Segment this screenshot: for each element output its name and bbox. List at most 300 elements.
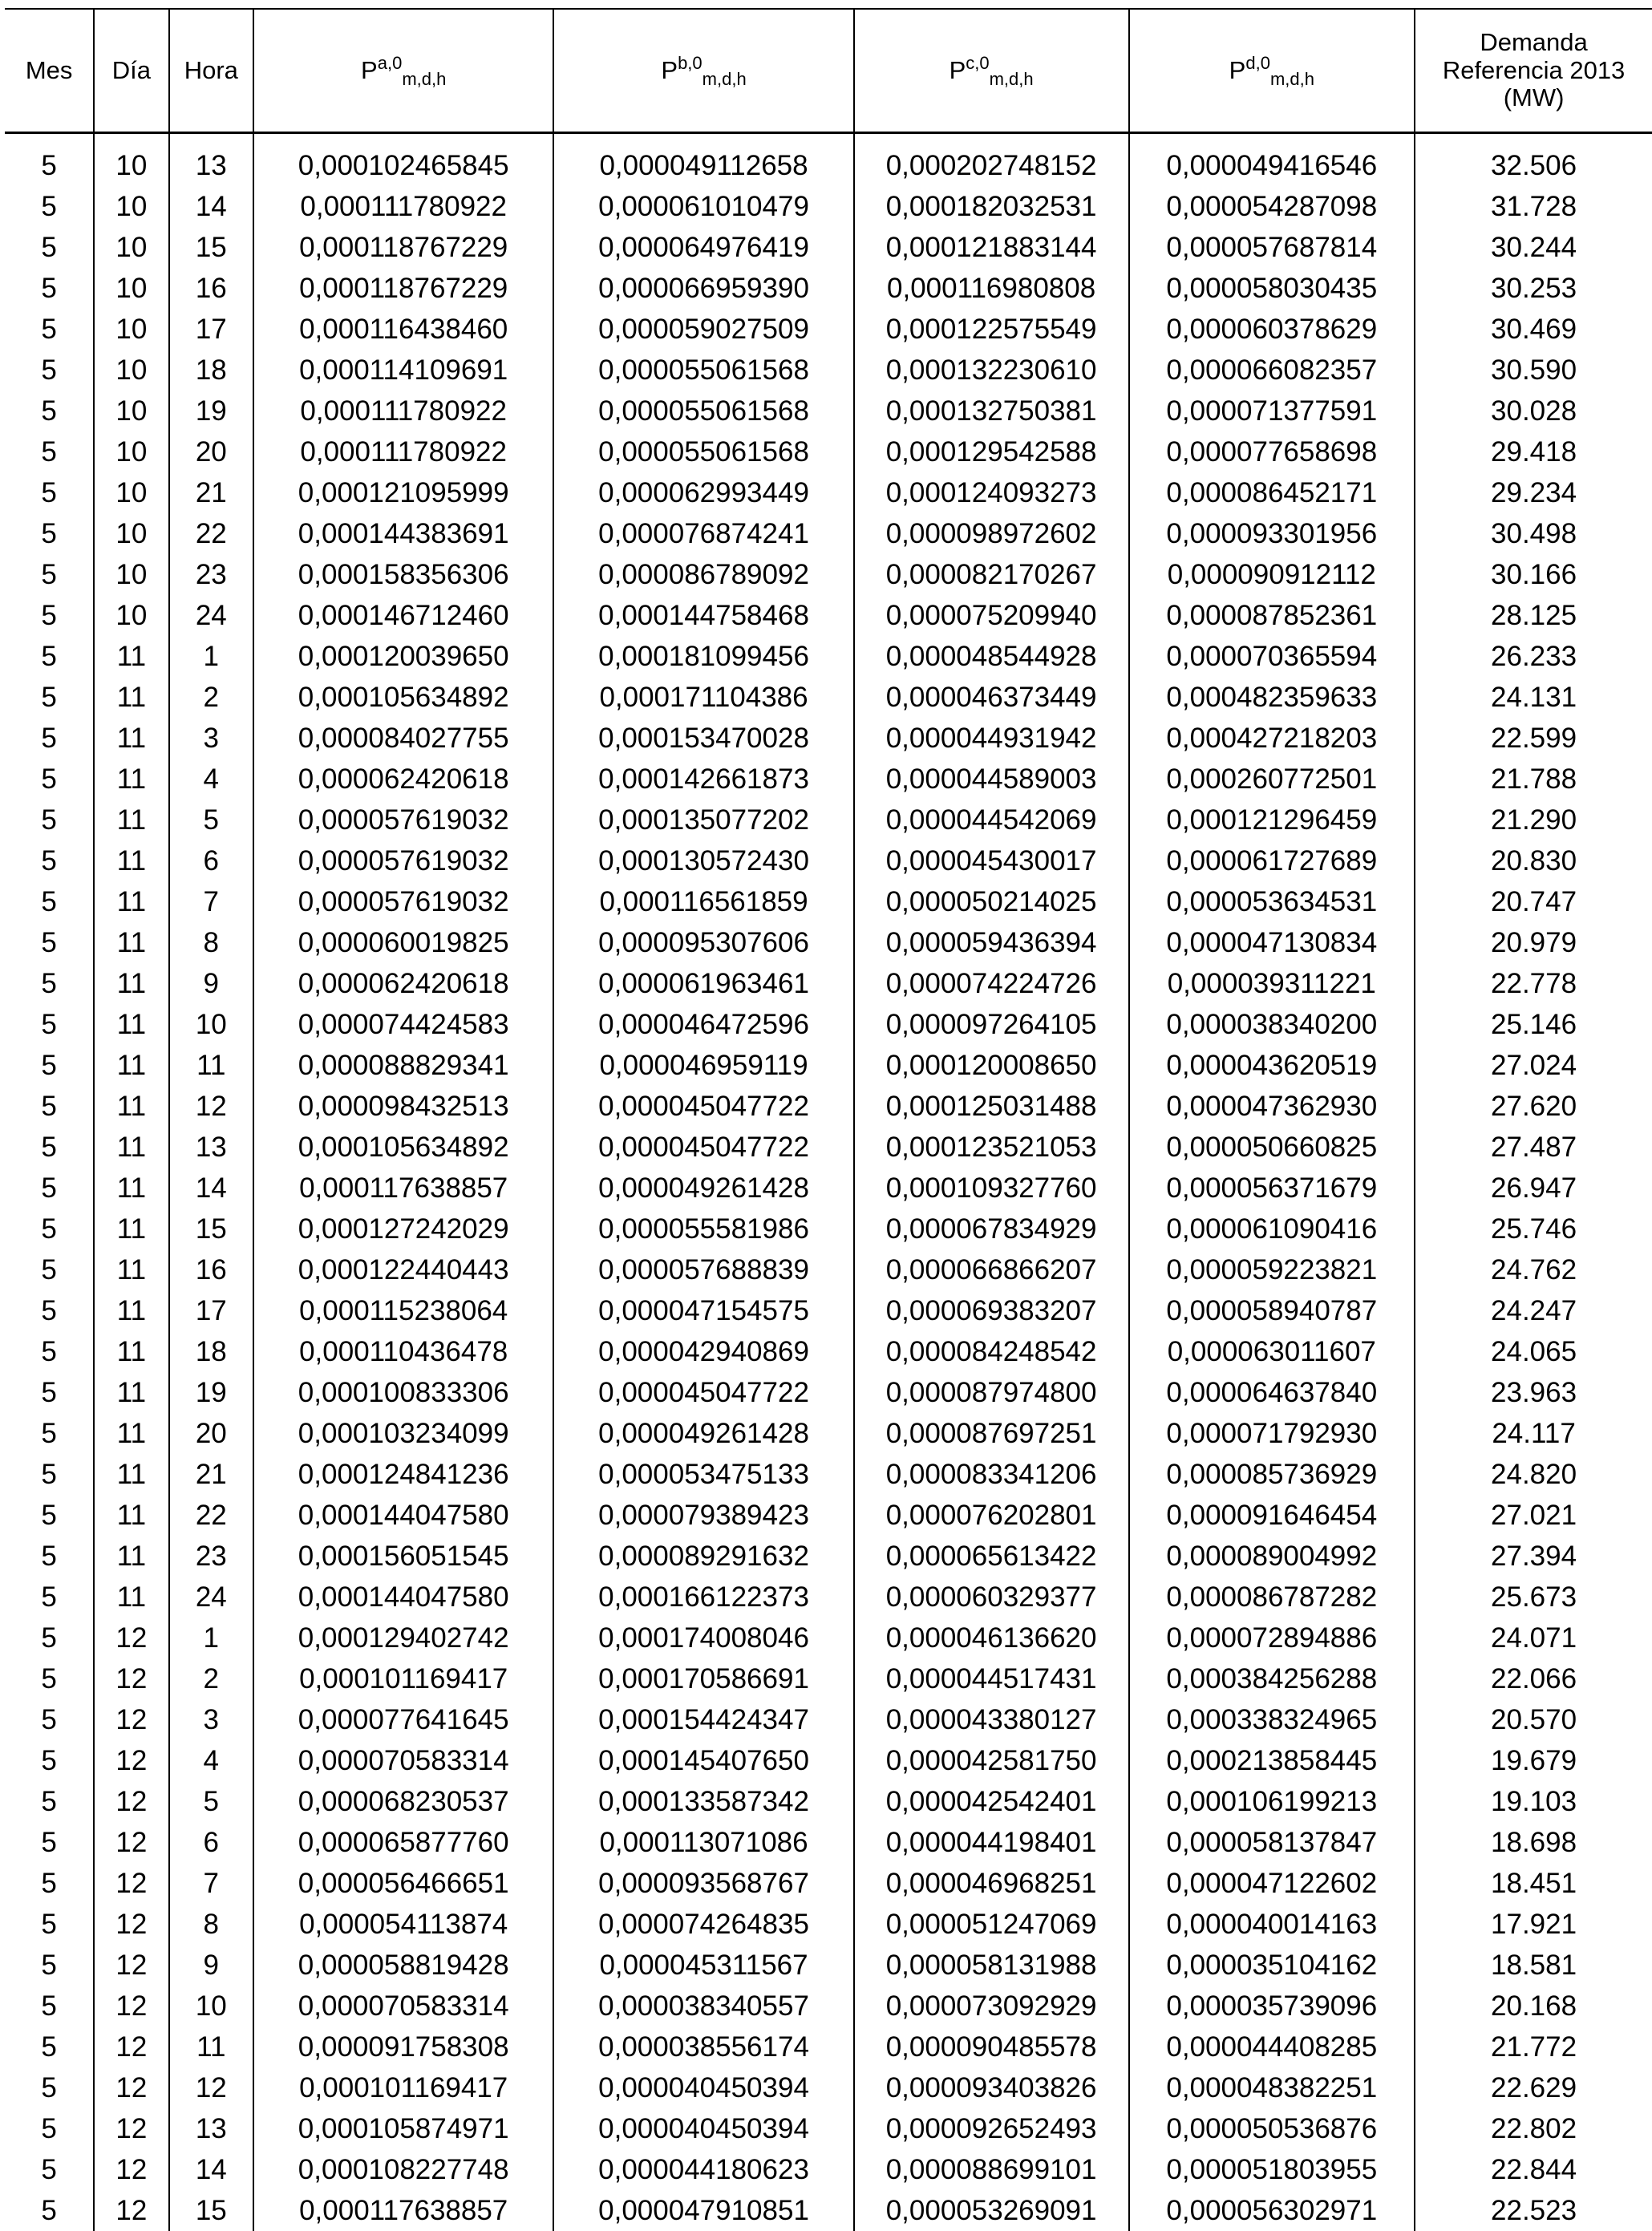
- cell-dia: 11: [94, 1331, 168, 1372]
- cell-hora: 22: [169, 1495, 253, 1536]
- table-row: [5, 636, 1652, 677]
- table-row: [5, 1004, 1652, 1045]
- cell-mes: 5: [5, 1699, 94, 1740]
- cell-pc: 0,000098972602: [854, 513, 1129, 554]
- cell-pd: 0,000048382251: [1129, 2067, 1415, 2108]
- cell-demanda: 28.125: [1415, 595, 1652, 636]
- table-row: [5, 431, 1652, 472]
- cell-pd: 0,000090912112: [1129, 554, 1415, 595]
- cell-pd: 0,000086452171: [1129, 472, 1415, 513]
- cell-mes: 5: [5, 1168, 94, 1209]
- cell-pc: 0,000044542069: [854, 800, 1129, 840]
- cell-mes: 5: [5, 1495, 94, 1536]
- cell-dia: 12: [94, 1904, 168, 1945]
- cell-hora: 15: [169, 1209, 253, 1249]
- cell-pd: 0,000053634531: [1129, 881, 1415, 922]
- cell-dia: 10: [94, 268, 168, 309]
- cell-pd: 0,000384256288: [1129, 1658, 1415, 1699]
- cell-pa: 0,000100833306: [253, 1372, 553, 1413]
- cell-mes: 5: [5, 1822, 94, 1863]
- hourly-demand-table: [5, 8, 1652, 2231]
- cell-dia: 11: [94, 1290, 168, 1331]
- table-row: [5, 1372, 1652, 1413]
- cell-pb: 0,000055061568: [553, 431, 853, 472]
- cell-hora: 19: [169, 391, 253, 431]
- table-row: [5, 2067, 1652, 2108]
- cell-mes: 5: [5, 1904, 94, 1945]
- cell-pb: 0,000055061568: [553, 391, 853, 431]
- cell-pa: 0,000121095999: [253, 472, 553, 513]
- cell-demanda: 18.581: [1415, 1945, 1652, 1986]
- cell-pd: 0,000260772501: [1129, 759, 1415, 800]
- cell-pd: 0,000044408285: [1129, 2027, 1415, 2067]
- header-mes-label: Mes: [26, 56, 73, 84]
- cell-demanda: 32.506: [1415, 133, 1652, 187]
- cell-pd: 0,000071377591: [1129, 391, 1415, 431]
- cell-pa: 0,000124841236: [253, 1454, 553, 1495]
- cell-pb: 0,000061963461: [553, 963, 853, 1004]
- cell-pd: 0,000035104162: [1129, 1945, 1415, 1986]
- cell-demanda: 20.747: [1415, 881, 1652, 922]
- cell-hora: 20: [169, 431, 253, 472]
- cell-dia: 10: [94, 431, 168, 472]
- cell-pb: 0,000171104386: [553, 677, 853, 718]
- table-row: [5, 1699, 1652, 1740]
- cell-demanda: 24.762: [1415, 1249, 1652, 1290]
- table-row: [5, 1454, 1652, 1495]
- cell-mes: 5: [5, 1863, 94, 1904]
- cell-dia: 10: [94, 186, 168, 227]
- cell-demanda: 25.146: [1415, 1004, 1652, 1045]
- cell-pb: 0,000049112658: [553, 133, 853, 187]
- cell-hora: 3: [169, 718, 253, 759]
- cell-dia: 11: [94, 1495, 168, 1536]
- cell-pd: 0,000063011607: [1129, 1331, 1415, 1372]
- cell-dia: 11: [94, 718, 168, 759]
- cell-mes: 5: [5, 881, 94, 922]
- cell-pa: 0,000116438460: [253, 309, 553, 350]
- cell-pc: 0,000083341206: [854, 1454, 1129, 1495]
- cell-pb: 0,000055581986: [553, 1209, 853, 1249]
- header-pd-base: P: [1229, 56, 1246, 84]
- cell-dia: 12: [94, 1658, 168, 1699]
- table-row: [5, 1740, 1652, 1781]
- cell-pa: 0,000114109691: [253, 350, 553, 391]
- cell-dia: 11: [94, 881, 168, 922]
- cell-pd: 0,000047362930: [1129, 1086, 1415, 1127]
- cell-pc: 0,000090485578: [854, 2027, 1129, 2067]
- cell-dia: 12: [94, 1945, 168, 1986]
- cell-pd: 0,000066082357: [1129, 350, 1415, 391]
- cell-demanda: 27.024: [1415, 1045, 1652, 1086]
- cell-pb: 0,000045311567: [553, 1945, 853, 1986]
- header-pc-sub: m,d,h: [990, 69, 1034, 89]
- cell-pa: 0,000120039650: [253, 636, 553, 677]
- cell-demanda: 19.103: [1415, 1781, 1652, 1822]
- cell-pd: 0,000061727689: [1129, 840, 1415, 881]
- cell-pa: 0,000110436478: [253, 1331, 553, 1372]
- cell-dia: 11: [94, 1127, 168, 1168]
- cell-pb: 0,000076874241: [553, 513, 853, 554]
- cell-hora: 5: [169, 1781, 253, 1822]
- cell-pd: 0,000077658698: [1129, 431, 1415, 472]
- table-row: [5, 1249, 1652, 1290]
- cell-pc: 0,000092652493: [854, 2108, 1129, 2149]
- cell-pa: 0,000056466651: [253, 1863, 553, 1904]
- cell-dia: 11: [94, 1372, 168, 1413]
- cell-pa: 0,000068230537: [253, 1781, 553, 1822]
- cell-pb: 0,000047910851: [553, 2190, 853, 2231]
- cell-demanda: 29.418: [1415, 431, 1652, 472]
- table-row: [5, 1781, 1652, 1822]
- cell-pa: 0,000117638857: [253, 1168, 553, 1209]
- cell-mes: 5: [5, 1004, 94, 1045]
- cell-hora: 24: [169, 595, 253, 636]
- header-demanda-line-3: (MW): [1504, 83, 1565, 111]
- cell-dia: 10: [94, 133, 168, 187]
- table-row: [5, 1618, 1652, 1658]
- cell-pc: 0,000097264105: [854, 1004, 1129, 1045]
- cell-hora: 7: [169, 881, 253, 922]
- cell-mes: 5: [5, 2067, 94, 2108]
- cell-pb: 0,000038556174: [553, 2027, 853, 2067]
- header-pc-base: P: [949, 56, 966, 84]
- table-row: [5, 133, 1652, 187]
- cell-pa: 0,000156051545: [253, 1536, 553, 1577]
- cell-pd: 0,000043620519: [1129, 1045, 1415, 1086]
- cell-pa: 0,000105634892: [253, 1127, 553, 1168]
- table-row: [5, 2190, 1652, 2231]
- cell-hora: 2: [169, 1658, 253, 1699]
- cell-dia: 11: [94, 1454, 168, 1495]
- cell-pc: 0,000045430017: [854, 840, 1129, 881]
- cell-pb: 0,000089291632: [553, 1536, 853, 1577]
- cell-mes: 5: [5, 636, 94, 677]
- cell-pc: 0,000043380127: [854, 1699, 1129, 1740]
- cell-pd: 0,000093301956: [1129, 513, 1415, 554]
- cell-pa: 0,000111780922: [253, 431, 553, 472]
- table-row: [5, 1904, 1652, 1945]
- cell-demanda: 19.679: [1415, 1740, 1652, 1781]
- cell-dia: 10: [94, 513, 168, 554]
- cell-mes: 5: [5, 1618, 94, 1658]
- cell-hora: 4: [169, 759, 253, 800]
- cell-pb: 0,000154424347: [553, 1699, 853, 1740]
- cell-demanda: 29.234: [1415, 472, 1652, 513]
- cell-pa: 0,000103234099: [253, 1413, 553, 1454]
- cell-pc: 0,000067834929: [854, 1209, 1129, 1249]
- cell-dia: 10: [94, 350, 168, 391]
- cell-demanda: 24.131: [1415, 677, 1652, 718]
- table-row: [5, 1822, 1652, 1863]
- cell-pb: 0,000049261428: [553, 1168, 853, 1209]
- cell-pa: 0,000057619032: [253, 840, 553, 881]
- cell-pd: 0,000058137847: [1129, 1822, 1415, 1863]
- cell-pd: 0,000035739096: [1129, 1986, 1415, 2027]
- cell-pd: 0,000057687814: [1129, 227, 1415, 268]
- cell-pb: 0,000142661873: [553, 759, 853, 800]
- header-pa-base: P: [361, 56, 378, 84]
- cell-pc: 0,000050214025: [854, 881, 1129, 922]
- cell-demanda: 22.629: [1415, 2067, 1652, 2108]
- cell-pc: 0,000044517431: [854, 1658, 1129, 1699]
- cell-hora: 9: [169, 963, 253, 1004]
- cell-hora: 18: [169, 350, 253, 391]
- header-pb-sup: b,0: [678, 53, 703, 73]
- cell-mes: 5: [5, 1372, 94, 1413]
- cell-pb: 0,000074264835: [553, 1904, 853, 1945]
- cell-pc: 0,000129542588: [854, 431, 1129, 472]
- cell-pd: 0,000047122602: [1129, 1863, 1415, 1904]
- cell-pa: 0,000129402742: [253, 1618, 553, 1658]
- cell-pc: 0,000044198401: [854, 1822, 1129, 1863]
- cell-pb: 0,000170586691: [553, 1658, 853, 1699]
- cell-demanda: 18.451: [1415, 1863, 1652, 1904]
- cell-hora: 13: [169, 133, 253, 187]
- header-pd-sup: d,0: [1245, 53, 1270, 73]
- cell-pd: 0,000047130834: [1129, 922, 1415, 963]
- table-row: [5, 718, 1652, 759]
- cell-pd: 0,000086787282: [1129, 1577, 1415, 1618]
- cell-dia: 12: [94, 2108, 168, 2149]
- cell-demanda: 30.253: [1415, 268, 1652, 309]
- cell-mes: 5: [5, 1740, 94, 1781]
- cell-pc: 0,000044589003: [854, 759, 1129, 800]
- table-row: [5, 800, 1652, 840]
- cell-pb: 0,000086789092: [553, 554, 853, 595]
- table-row: [5, 1536, 1652, 1577]
- cell-dia: 10: [94, 227, 168, 268]
- cell-dia: 11: [94, 1086, 168, 1127]
- table-row: [5, 1863, 1652, 1904]
- cell-demanda: 30.244: [1415, 227, 1652, 268]
- cell-pc: 0,000066866207: [854, 1249, 1129, 1290]
- header-dia-label: Día: [112, 56, 151, 84]
- cell-pc: 0,000093403826: [854, 2067, 1129, 2108]
- cell-dia: 11: [94, 677, 168, 718]
- cell-pa: 0,000057619032: [253, 800, 553, 840]
- cell-hora: 14: [169, 186, 253, 227]
- cell-mes: 5: [5, 1945, 94, 1986]
- cell-pd: 0,000050536876: [1129, 2108, 1415, 2149]
- cell-dia: 12: [94, 2027, 168, 2067]
- cell-demanda: 20.570: [1415, 1699, 1652, 1740]
- cell-pd: 0,000051803955: [1129, 2149, 1415, 2190]
- cell-demanda: 22.778: [1415, 963, 1652, 1004]
- cell-demanda: 20.979: [1415, 922, 1652, 963]
- cell-hora: 14: [169, 2149, 253, 2190]
- cell-pd: 0,000040014163: [1129, 1904, 1415, 1945]
- cell-pa: 0,000101169417: [253, 2067, 553, 2108]
- cell-hora: 16: [169, 1249, 253, 1290]
- table-row: [5, 2108, 1652, 2149]
- cell-demanda: 23.963: [1415, 1372, 1652, 1413]
- cell-dia: 11: [94, 1413, 168, 1454]
- table-row: [5, 1331, 1652, 1372]
- cell-pc: 0,000044931942: [854, 718, 1129, 759]
- cell-pc: 0,000042581750: [854, 1740, 1129, 1781]
- table-row: [5, 513, 1652, 554]
- table-row: [5, 1168, 1652, 1209]
- cell-hora: 5: [169, 800, 253, 840]
- cell-hora: 23: [169, 1536, 253, 1577]
- cell-pc: 0,000069383207: [854, 1290, 1129, 1331]
- cell-pb: 0,000044180623: [553, 2149, 853, 2190]
- cell-pb: 0,000066959390: [553, 268, 853, 309]
- cell-demanda: 24.247: [1415, 1290, 1652, 1331]
- cell-mes: 5: [5, 1577, 94, 1618]
- cell-pd: 0,000087852361: [1129, 595, 1415, 636]
- cell-dia: 12: [94, 1781, 168, 1822]
- header-demanda: [1415, 9, 1652, 133]
- cell-pd: 0,000106199213: [1129, 1781, 1415, 1822]
- cell-pc: 0,000123521053: [854, 1127, 1129, 1168]
- table-row: [5, 1413, 1652, 1454]
- cell-dia: 11: [94, 963, 168, 1004]
- cell-demanda: 26.947: [1415, 1168, 1652, 1209]
- cell-mes: 5: [5, 1781, 94, 1822]
- cell-pd: 0,000049416546: [1129, 133, 1415, 187]
- cell-pa: 0,000065877760: [253, 1822, 553, 1863]
- cell-pa: 0,000098432513: [253, 1086, 553, 1127]
- table-row: [5, 350, 1652, 391]
- table-row: [5, 1495, 1652, 1536]
- cell-pb: 0,000145407650: [553, 1740, 853, 1781]
- cell-pb: 0,000049261428: [553, 1413, 853, 1454]
- cell-pa: 0,000118767229: [253, 268, 553, 309]
- table-row: [5, 554, 1652, 595]
- cell-pb: 0,000093568767: [553, 1863, 853, 1904]
- cell-hora: 11: [169, 2027, 253, 2067]
- cell-pd: 0,000050660825: [1129, 1127, 1415, 1168]
- cell-pa: 0,000146712460: [253, 595, 553, 636]
- header-pc: [854, 9, 1129, 133]
- cell-pc: 0,000124093273: [854, 472, 1129, 513]
- cell-hora: 10: [169, 1986, 253, 2027]
- cell-pd: 0,000054287098: [1129, 186, 1415, 227]
- cell-pb: 0,000095307606: [553, 922, 853, 963]
- cell-pb: 0,000144758468: [553, 595, 853, 636]
- table-row: [5, 922, 1652, 963]
- cell-pa: 0,000070583314: [253, 1986, 553, 2027]
- cell-demanda: 30.028: [1415, 391, 1652, 431]
- table-row: [5, 1658, 1652, 1699]
- cell-pa: 0,000144047580: [253, 1577, 553, 1618]
- cell-dia: 11: [94, 1209, 168, 1249]
- cell-pd: 0,000071792930: [1129, 1413, 1415, 1454]
- cell-pd: 0,000058940787: [1129, 1290, 1415, 1331]
- cell-hora: 1: [169, 1618, 253, 1658]
- cell-pd: 0,000039311221: [1129, 963, 1415, 1004]
- table-row: [5, 227, 1652, 268]
- cell-hora: 20: [169, 1413, 253, 1454]
- cell-dia: 10: [94, 391, 168, 431]
- table-body: [5, 133, 1652, 2231]
- cell-pa: 0,000062420618: [253, 759, 553, 800]
- cell-pa: 0,000077641645: [253, 1699, 553, 1740]
- cell-pa: 0,000111780922: [253, 186, 553, 227]
- header-pa-sub: m,d,h: [402, 69, 446, 89]
- cell-pd: 0,000058030435: [1129, 268, 1415, 309]
- table-row: [5, 1945, 1652, 1986]
- cell-hora: 6: [169, 840, 253, 881]
- cell-pa: 0,000105634892: [253, 677, 553, 718]
- cell-pb: 0,000045047722: [553, 1086, 853, 1127]
- cell-pd: 0,000427218203: [1129, 718, 1415, 759]
- cell-mes: 5: [5, 595, 94, 636]
- cell-pa: 0,000101169417: [253, 1658, 553, 1699]
- cell-mes: 5: [5, 1127, 94, 1168]
- cell-pa: 0,000084027755: [253, 718, 553, 759]
- cell-dia: 12: [94, 1618, 168, 1658]
- cell-mes: 5: [5, 268, 94, 309]
- cell-hora: 21: [169, 1454, 253, 1495]
- cell-pd: 0,000059223821: [1129, 1249, 1415, 1290]
- cell-demanda: 27.620: [1415, 1086, 1652, 1127]
- table-row: [5, 309, 1652, 350]
- cell-pb: 0,000181099456: [553, 636, 853, 677]
- cell-pa: 0,000057619032: [253, 881, 553, 922]
- cell-pa: 0,000088829341: [253, 1045, 553, 1086]
- cell-pa: 0,000127242029: [253, 1209, 553, 1249]
- table-row: [5, 1209, 1652, 1249]
- cell-pb: 0,000062993449: [553, 472, 853, 513]
- cell-pc: 0,000053269091: [854, 2190, 1129, 2231]
- cell-dia: 12: [94, 2067, 168, 2108]
- cell-hora: 8: [169, 1904, 253, 1945]
- cell-pc: 0,000087697251: [854, 1413, 1129, 1454]
- cell-pc: 0,000087974800: [854, 1372, 1129, 1413]
- table-row: [5, 759, 1652, 800]
- cell-mes: 5: [5, 840, 94, 881]
- header-dia: [94, 9, 168, 133]
- cell-dia: 10: [94, 472, 168, 513]
- cell-pb: 0,000135077202: [553, 800, 853, 840]
- cell-hora: 19: [169, 1372, 253, 1413]
- cell-pc: 0,000109327760: [854, 1168, 1129, 1209]
- cell-dia: 11: [94, 1004, 168, 1045]
- cell-pd: 0,000085736929: [1129, 1454, 1415, 1495]
- cell-pd: 0,000061090416: [1129, 1209, 1415, 1249]
- table-row: [5, 1045, 1652, 1086]
- header-pb: [553, 9, 853, 133]
- cell-pc: 0,000132750381: [854, 391, 1129, 431]
- cell-pa: 0,000060019825: [253, 922, 553, 963]
- cell-pc: 0,000058131988: [854, 1945, 1129, 1986]
- table-row: [5, 186, 1652, 227]
- cell-demanda: 22.599: [1415, 718, 1652, 759]
- cell-demanda: 27.021: [1415, 1495, 1652, 1536]
- cell-mes: 5: [5, 677, 94, 718]
- table-row: [5, 1986, 1652, 2027]
- cell-mes: 5: [5, 2149, 94, 2190]
- cell-hora: 14: [169, 1168, 253, 1209]
- cell-pa: 0,000122440443: [253, 1249, 553, 1290]
- cell-pa: 0,000108227748: [253, 2149, 553, 2190]
- cell-demanda: 18.698: [1415, 1822, 1652, 1863]
- header-pa: [253, 9, 553, 133]
- cell-pb: 0,000133587342: [553, 1781, 853, 1822]
- cell-dia: 10: [94, 595, 168, 636]
- cell-pa: 0,000058819428: [253, 1945, 553, 1986]
- cell-pc: 0,000046136620: [854, 1618, 1129, 1658]
- cell-pd: 0,000482359633: [1129, 677, 1415, 718]
- cell-mes: 5: [5, 963, 94, 1004]
- cell-pb: 0,000059027509: [553, 309, 853, 350]
- cell-demanda: 26.233: [1415, 636, 1652, 677]
- cell-dia: 12: [94, 1699, 168, 1740]
- cell-pc: 0,000125031488: [854, 1086, 1129, 1127]
